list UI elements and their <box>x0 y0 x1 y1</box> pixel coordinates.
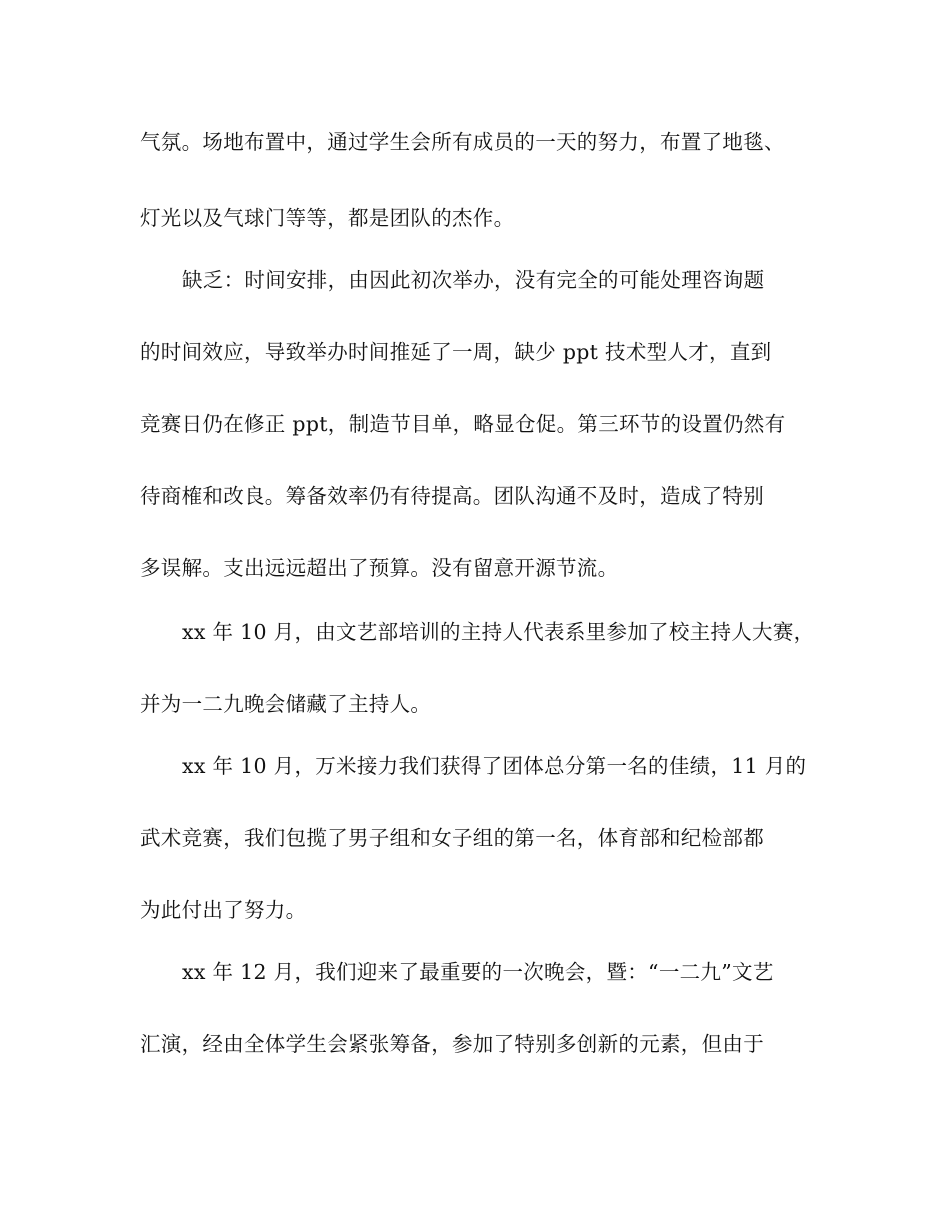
text-line: 的时间效应，导致举办时间推延了一周，缺少 ppt 技术型人才，直到 <box>140 340 772 364</box>
paragraph-start-line: xx 年 10 月，由文艺部培训的主持人代表系里参加了校主持人大赛， <box>182 620 815 644</box>
text-line: 待商榷和改良。筹备效率仍有待提高。团队沟通不及时，造成了特别 <box>140 484 764 508</box>
text-line: 武术竞赛，我们包揽了男子组和女子组的第一名，体育部和纪检部都 <box>140 826 764 850</box>
text-line: 为此付出了努力。 <box>140 898 307 922</box>
paragraph-start-line: 缺乏：时间安排，由因此初次举办，没有完全的可能处理咨询题 <box>182 268 765 292</box>
paragraph-start-line: xx 年 12 月，我们迎来了最重要的一次晚会，暨：“一二九”文艺 <box>182 960 774 984</box>
text-line: 并为一二九晚会储藏了主持人。 <box>140 692 432 716</box>
text-line: 灯光以及气球门等等，都是团队的杰作。 <box>140 206 515 230</box>
text-line: 气氛。场地布置中，通过学生会所有成员的一天的努力，布置了地毯、 <box>140 130 785 154</box>
text-line: 多误解。支出远远超出了预算。没有留意开源节流。 <box>140 556 619 580</box>
text-line: 汇演，经由全体学生会紧张筹备，参加了特别多创新的元素，但由于 <box>140 1032 764 1056</box>
text-line: 竞赛日仍在修正 ppt，制造节目单，略显仓促。第三环节的设置仍然有 <box>140 412 786 436</box>
paragraph-start-line: xx 年 10 月，万米接力我们获得了团体总分第一名的佳绩，11 月的 <box>182 754 807 778</box>
